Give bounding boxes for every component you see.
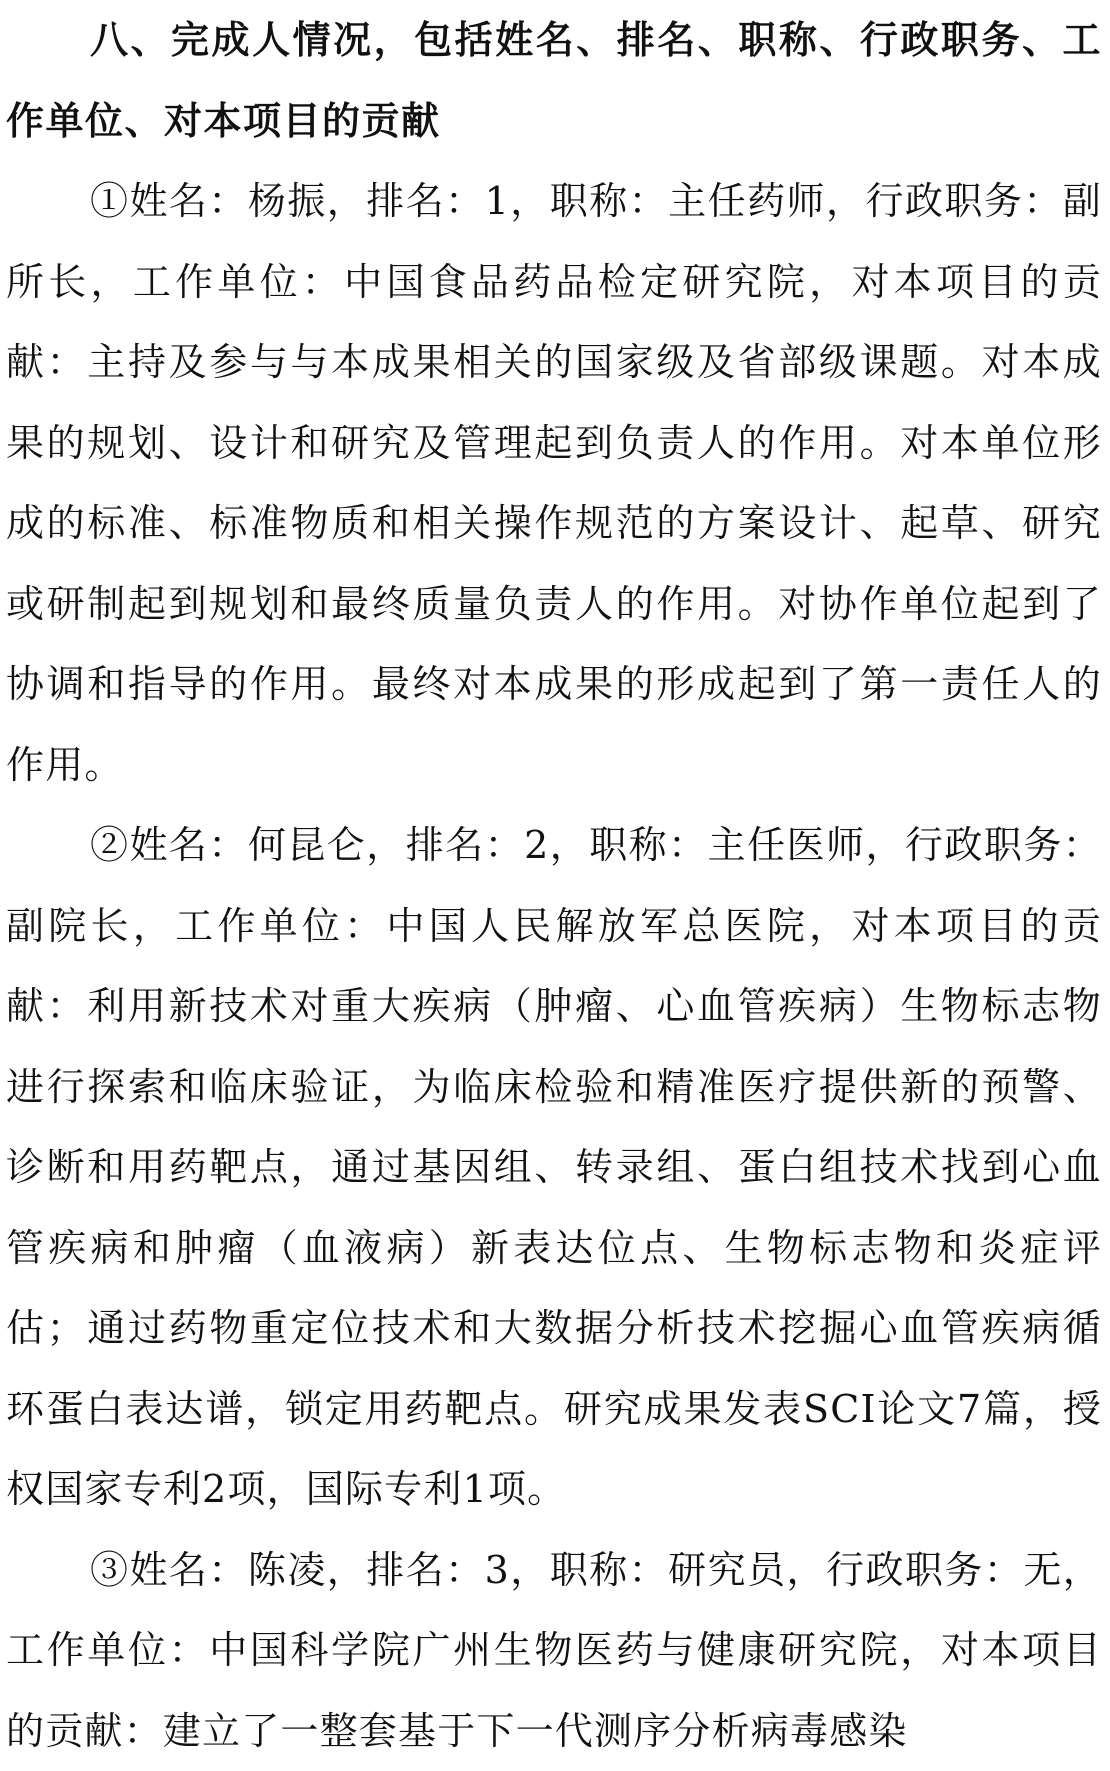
person-entry-3: ③姓名：陈凌，排名：3，职称：研究员，行政职务：无，工作单位：中国科学院广州生物医药与健康研究院，对本项目的贡献：建立了一整套基于下一代测序分析病毒感染 <box>6 1530 1102 1771</box>
person-entry-2: ②姓名：何昆仑，排名：2，职称：主任医师，行政职务：副院长，工作单位：中国人民解放军总医院，对本项目的贡献：利用新技术对重大疾病（肿瘤、心血管疾病）生物标志物进行探索和临床验证，为临床检验和精准医疗提供新的预警、诊断和用药靶点，通过基因组、转录组、蛋白组技术找到心血管疾病和肿瘤（血液病）新表达位点、生物标志物和炎症评估；通过药物重定位技术和大数据分析技术挖掘心血管疾病循环蛋白表达谱，锁定用药靶点。研究成果发表SCI论文7篇，授权国家专利2项，国际专利1项。 <box>6 805 1102 1530</box>
section-heading: 八、完成人情况，包括姓名、排名、职称、行政职务、工作单位、对本项目的贡献 <box>6 0 1102 161</box>
person-entry-1: ①姓名：杨振，排名：1，职称：主任药师，行政职务：副所长，工作单位：中国食品药品检定研究院，对本项目的贡献：主持及参与与本成果相关的国家级及省部级课题。对本成果的规划、设计和研究及管理起到负责人的作用。对本单位形成的标准、标准物质和相关操作规范的方案设计、起草、研究或研制起到规划和最终质量负责人的作用。对协作单位起到了协调和指导的作用。最终对本成果的形成起到了第一责任人的作用。 <box>6 161 1102 805</box>
